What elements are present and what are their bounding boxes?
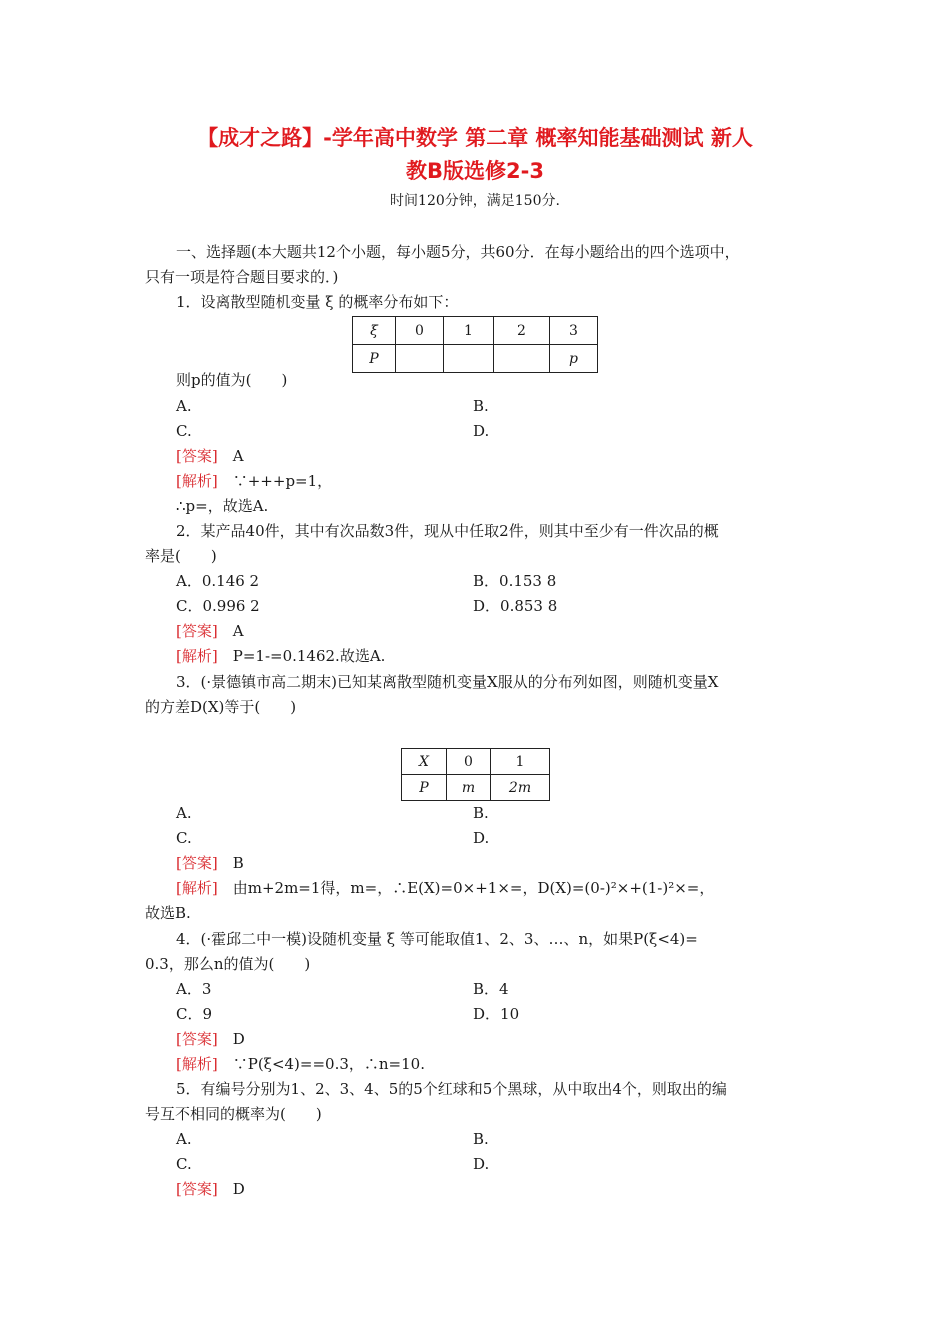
q2-option-d: D．0.853 8 [473, 597, 558, 615]
analysis-text: ∵+++p=1， [232, 472, 333, 490]
analysis-text: ∵P(ξ<4)==0.3，∴n=10. [232, 1055, 425, 1073]
table-cell [494, 345, 550, 373]
table-cell: P [402, 775, 447, 801]
q1-stem: 1．设离散型随机变量 ξ 的概率分布如下： [176, 293, 459, 311]
q3-analysis-row [176, 878, 714, 898]
table-cell: 3 [550, 317, 598, 345]
answer-value: A [232, 622, 244, 640]
q1-option-d: D. [473, 422, 490, 440]
q1-option-c: C. [176, 422, 192, 440]
q1-option-a: A. [176, 397, 192, 415]
section-header-line1: 一、选择题(本大题共12个小题，每小题5分，共60分．在每小题给出的四个选项中， [176, 243, 740, 261]
q3-option-d: D. [473, 829, 490, 847]
time-note: 时间120分钟，满足150分. [390, 193, 560, 209]
q5-stem-line1: 5．有编号分别为1、2、3、4、5的5个红球和5个黑球，从中取出4个，则取出的编 [176, 1080, 727, 1098]
q1-conclusion: ∴p=，故选A. [176, 497, 269, 515]
answer-value: D [232, 1180, 245, 1198]
analysis-text: P=1-=0.1462.故选A. [232, 647, 386, 665]
section-header-line2: 只有一项是符合题目要求的．) [145, 268, 339, 286]
doc-title-line2: 教B版选修2-3 [406, 159, 544, 183]
table-cell [396, 345, 444, 373]
doc-title-line1: 【成才之路】-学年高中数学 第二章 概率知能基础测试 新人 [197, 126, 753, 150]
q4-option-a: A．3 [176, 980, 212, 998]
table-cell: 0 [447, 749, 491, 775]
analysis-label: [解析] [176, 647, 218, 665]
q3-stem-line1: 3．(·景德镇市高二期末)已知某离散型随机变量X服从的分布列如图，则随机变量X [176, 673, 719, 691]
table-cell: X [402, 749, 447, 775]
analysis-label: [解析] [176, 1055, 218, 1073]
q1-prompt: 则p的值为( ) [176, 371, 288, 389]
q4-stem-line1: 4．(·霍邱二中一模)设随机变量 ξ 等可能取值1、2、3、…、n，如果P(ξ<4)= [176, 930, 698, 948]
q1-option-b: B. [473, 397, 489, 415]
q2-answer-row [176, 621, 244, 641]
answer-label: [答案] [176, 1180, 218, 1198]
q4-analysis-row [176, 1054, 425, 1074]
q2-analysis-row [176, 646, 385, 666]
q3-conclusion: 故选B. [145, 904, 191, 922]
table-cell [444, 345, 494, 373]
q4-stem-line2: 0.3，那么n的值为( ) [145, 955, 311, 973]
table-cell: ξ [353, 317, 396, 345]
answer-label: [答案] [176, 622, 218, 640]
q2-stem-line1: 2．某产品40件，其中有次品数3件，现从中任取2件，则其中至少有一件次品的概 [176, 522, 719, 540]
table-cell: P [353, 345, 396, 373]
q3-option-a: A. [176, 804, 192, 822]
answer-label: [答案] [176, 1030, 218, 1048]
q2-option-a: A．0.146 2 [176, 572, 260, 590]
q4-option-b: B．4 [473, 980, 509, 998]
table-cell: 1 [491, 749, 550, 775]
q5-option-b: B. [473, 1130, 489, 1148]
q1-analysis-row [176, 471, 332, 491]
q3-stem-line2: 的方差D(X)等于( ) [145, 698, 297, 716]
q4-option-c: C．9 [176, 1005, 213, 1023]
q3-option-b: B. [473, 804, 489, 822]
table-cell: 2m [491, 775, 550, 801]
table-cell: 1 [444, 317, 494, 345]
q2-option-b: B．0.153 8 [473, 572, 557, 590]
q1-answer-row [176, 446, 244, 466]
q3-option-c: C. [176, 829, 192, 847]
q1-distribution-table [352, 316, 598, 373]
q2-option-c: C．0.996 2 [176, 597, 260, 615]
table-cell: m [447, 775, 491, 801]
answer-value: D [232, 1030, 245, 1048]
q5-option-c: C. [176, 1155, 192, 1173]
q5-stem-line2: 号互不相同的概率为( ) [145, 1105, 322, 1123]
table-cell: p [550, 345, 598, 373]
analysis-label: [解析] [176, 879, 218, 897]
q4-answer-row [176, 1029, 245, 1049]
q3-answer-row [176, 853, 244, 873]
table-cell: 2 [494, 317, 550, 345]
answer-label: [答案] [176, 854, 218, 872]
q4-option-d: D．10 [473, 1005, 520, 1023]
table-cell: 0 [396, 317, 444, 345]
analysis-text: 由m+2m=1得，m=，∴E(X)=0×+1×=，D(X)=(0-)²×+(1-)²×=， [232, 879, 715, 897]
q2-stem-line2: 率是( ) [145, 547, 217, 565]
analysis-label: [解析] [176, 472, 218, 490]
q5-answer-row [176, 1179, 245, 1199]
answer-label: [答案] [176, 447, 218, 465]
q5-option-d: D. [473, 1155, 490, 1173]
q3-distribution-table [401, 748, 550, 801]
answer-value: B [232, 854, 244, 872]
q5-option-a: A. [176, 1130, 192, 1148]
answer-value: A [232, 447, 244, 465]
